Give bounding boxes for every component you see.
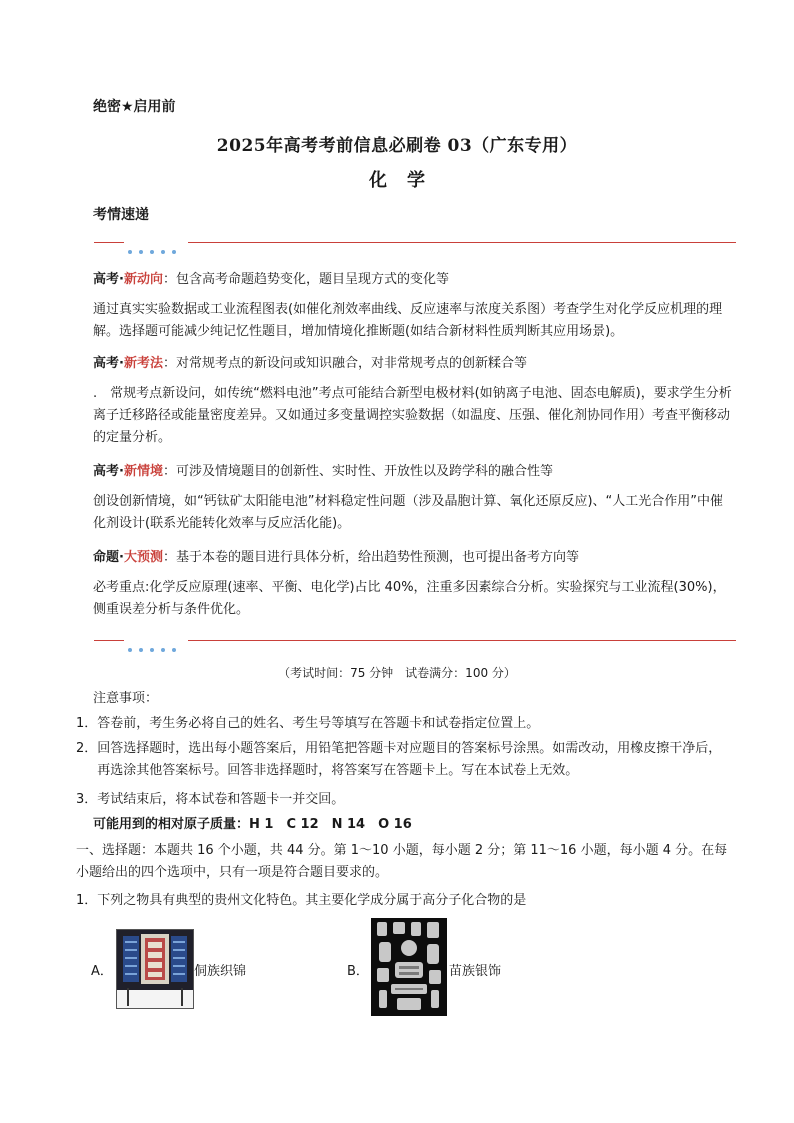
lead-prefix: 高考· [93, 272, 124, 287]
body-new-context: 创设创新情境，如“钙钛矿太阳能电池”材料稳定性问题（涉及晶胞计算、氧化还原反应)、“人工光合作用”中催化剂设计(联系光能转化效率与反应活化能)。 [93, 494, 724, 531]
note-item-3 [76, 789, 736, 811]
subject-title [0, 166, 794, 192]
exam-time-info: （考试时间：75 分钟 试卷满分：100 分） [278, 666, 516, 680]
top-divider [94, 238, 736, 248]
bottom-divider [94, 636, 736, 646]
secret-label: 绝密★启用前 [93, 99, 176, 115]
section-one-header: 一、选择题：本题共 16 个小题，共 44 分。第 1～10 小题，每小题 2 分；第 11～16 小题，每小题 4 分。在每小题给出的四个选项中，只有一项是符合题目要求的。 [76, 843, 728, 880]
lead-text: ：包含高考命题趋势变化，题目呈现方式的变化等 [162, 272, 449, 287]
lead-text: ：对常规考点的新设问或知识融合，对非常规考点的创新糅合等 [162, 356, 527, 371]
option-a-text[interactable]: 侗族织锦 [194, 964, 247, 979]
option-b-letter: B． [347, 964, 369, 979]
question-1-stem: 1．下列之物具有典型的贵州文化特色。其主要化学成分属于高分子化合物的是 [76, 893, 527, 908]
option-b-text[interactable]: 苗族银饰 [449, 964, 502, 979]
note-number: 2． [76, 741, 98, 756]
note-item-1 [76, 713, 736, 735]
lead-prefix: 高考· [93, 356, 124, 371]
dong-brocade-image [116, 929, 194, 1009]
lead-prefix: 命题· [93, 550, 124, 565]
atomic-mass-line: 可能用到的相对原子质量：H 1 C 12 N 14 O 16 [93, 817, 412, 832]
lead-keyword: 大预测 [123, 550, 163, 565]
lead-prediction [93, 548, 733, 568]
note-number: 1． [76, 716, 98, 731]
lead-keyword: 新情境 [123, 464, 163, 479]
lead-keyword: 新动向 [123, 272, 163, 287]
lead-text: ：基于本卷的题目进行具体分析，给出趋势性预测，也可提出备考方向等 [162, 550, 579, 565]
body-new-method: . 常规考点新设问，如传统“燃料电池”考点可能结合新型电极材料(如钠离子电池、固态电解质)，要求学生分析离子迁移路径或能量密度差异。又如通过多变量调控实验数据（如温度、压强、催化剂协同作用）考查平衡移动的定量分析。 [93, 386, 732, 445]
notes-title: 注意事项： [93, 691, 159, 706]
note-item-2 [76, 738, 726, 782]
lead-new-trend [93, 270, 733, 290]
lead-keyword: 新考法 [123, 356, 163, 371]
lead-new-context [93, 462, 733, 482]
body-prediction: 必考重点:化学反应原理(速率、平衡、电化学)占比 40%，注重多因素综合分析。实验探究与工业流程(30%)，侧重误差分析与条件优化。 [93, 580, 726, 617]
miao-silver-image [371, 918, 447, 1016]
situation-heading: 考情速递 [93, 207, 149, 223]
option-a-letter: A． [91, 964, 113, 979]
note-number: 3． [76, 792, 98, 807]
lead-text: ：可涉及情境题目的创新性、实时性、开放性以及跨学科的融合性等 [162, 464, 553, 479]
note-text: 答卷前，考生务必将自己的姓名、考生号等填写在答题卡和试卷指定位置上。 [97, 716, 540, 731]
note-text: 回答选择题时，选出每小题答案后，用铅笔把答题卡对应题目的答案标号涂黑。如需改动，用橡皮擦干净后，再选涂其他答案标号。回答非选择题时，将答案写在答题卡上。写在本试卷上无效。 [97, 741, 722, 778]
subject-char-2: 学 [407, 170, 425, 191]
subject-char-1: 化 [369, 170, 387, 191]
body-new-trend: 通过真实实验数据或工业流程图表(如催化剂效率曲线、反应速率与浓度关系图）考查学生对化学反应机理的理解。选择题可能减少纯记忆性题目，增加情境化推断题(如结合新材料性质判断其应用场景)。 [93, 302, 723, 339]
note-text: 考试结束后，将本试卷和答题卡一并交回。 [97, 792, 345, 807]
paper-title: 2025年高考考前信息必刷卷 03（广东专用） [216, 136, 578, 156]
lead-new-method [93, 354, 733, 374]
lead-prefix: 高考· [93, 464, 124, 479]
